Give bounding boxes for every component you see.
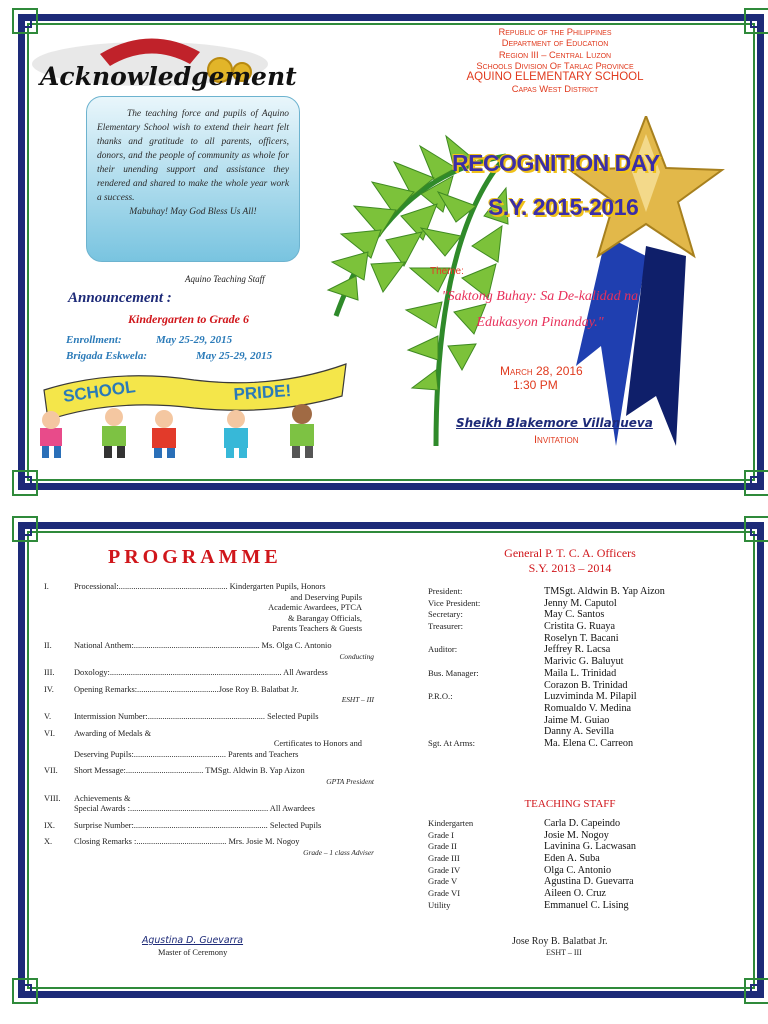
officer-row-role: Treasurer: <box>428 621 464 632</box>
kid-figure <box>102 408 126 458</box>
invitee-name: Sheikh Blakemore Villanueva <box>456 416 653 430</box>
officer-row-name: Jaime M. Guiao <box>544 714 610 726</box>
programme-item-continuation: Deserving Pupils:............................................ Parents and Teachers <box>74 749 299 759</box>
acknowledgement-signature: Aquino Teaching Staff <box>185 274 265 284</box>
staff-row-role: Utility <box>428 899 451 910</box>
programme-item-number: V. <box>44 711 52 721</box>
master-of-ceremony-name: Agustina D. Guevarra <box>142 935 244 946</box>
kid-figure <box>290 404 314 458</box>
corner-ornament <box>744 516 768 542</box>
school-name: AQUINO ELEMENTARY SCHOOL <box>466 70 644 83</box>
programme-item-text: Closing Remarks :........................................... Mrs. Josie M. Nogoy <box>74 837 300 847</box>
programme-title: PROGRAMME <box>108 546 282 568</box>
staff-row-name: Olga C. Antonio <box>544 864 612 876</box>
programme-item-text: Processional:.................................................... Kindergarten Pupils, Honors <box>74 582 326 591</box>
corner-ornament <box>744 978 768 1004</box>
staff-row-role: Grade VI <box>428 888 461 899</box>
officer-row-name: TMSgt. Aldwin B. Yap Aizon <box>544 586 665 597</box>
staff-row-role: Grade V <box>428 876 458 887</box>
banner-text-school: SCHOOL <box>61 377 137 406</box>
programme-item <box>44 766 374 787</box>
acknowledgement-box <box>86 96 300 262</box>
programme-item <box>44 668 374 679</box>
officer-row-name: Jeffrey R. Lacsa <box>544 644 611 656</box>
programme-item-number: II. <box>44 640 52 650</box>
programme-item-body <box>74 837 374 858</box>
principal-role: ESHT – III <box>546 948 582 957</box>
ptca-title <box>470 546 670 576</box>
event-time: 1:30 PM <box>513 378 558 392</box>
event-title: RECOGNITION DAY <box>452 150 660 176</box>
brigada-dates: May 25-29, 2015 <box>196 350 273 362</box>
event-school-year: S.Y. 2015-2016 <box>488 194 639 220</box>
programme-item <box>44 582 374 635</box>
officer-row-role: Secretary: <box>428 609 463 620</box>
announcement-title: Announcement : <box>68 290 172 306</box>
officer-row-role: Auditor: <box>428 644 458 655</box>
staff-row-name: Emmanuel C. Lising <box>544 899 629 911</box>
officer-row-name: Luzviminda M. Pilapil <box>544 691 637 703</box>
kid-figure <box>224 410 248 458</box>
staff-row-name: Josie M. Nogoy <box>544 829 609 841</box>
officer-row-name: Corazon B. Trinidad <box>544 679 628 691</box>
kid-figure <box>40 411 62 458</box>
programme-item-body <box>74 668 374 679</box>
corner-ornament <box>12 978 38 1004</box>
ptca-title-year: S.Y. 2013 – 2014 <box>528 561 612 575</box>
programme-item-body <box>74 729 374 761</box>
officer-row-role: P.R.O.: <box>428 691 453 702</box>
acknowledgement-paragraph: The teaching force and pupils of Aquino Elementary School wish to extend their heart felt thanks and gratitude to all parents, officers, donors, and the people of community as whole for their unending support and assistance they rendered and shared to make the whole year work a success. <box>97 109 289 203</box>
officer-row-role: Bus. Manager: <box>428 667 479 678</box>
teaching-staff-title: TEACHING STAFF <box>524 798 616 810</box>
kid-figure <box>152 410 176 458</box>
programme-item-body <box>74 766 374 787</box>
principal-name: Jose Roy B. Balatbat Jr. <box>512 936 608 947</box>
header-line: Schools Division Of Tarlac Province <box>476 60 634 72</box>
officer-row-name: Maila L. Trinidad <box>544 667 617 679</box>
announcement-grades: Kindergarten to Grade 6 <box>128 312 250 326</box>
programme-item-text: Short Message:..................................... TMSgt. Aldwin B. Yap Aizon <box>74 766 305 776</box>
event-date: March 28, 2016 <box>500 364 583 378</box>
officer-row-name: Marivic G. Baluyut <box>544 656 624 668</box>
programme-item <box>44 794 374 815</box>
staff-row-name: Eden A. Suba <box>544 853 600 865</box>
enrollment-line <box>66 334 233 346</box>
school-pride-kids-illustration <box>24 350 354 460</box>
staff-row-role: Grade I <box>428 829 455 840</box>
acknowledgement-closing: Mabuhay! May God Bless Us All! <box>129 207 257 217</box>
theme-label: Theme: <box>430 266 464 277</box>
corner-ornament <box>12 516 38 542</box>
programme-item-body <box>74 582 374 635</box>
banner-text-pride: PRIDE! <box>232 381 292 404</box>
acknowledgement-title: Acknowledgement <box>40 62 297 91</box>
programme-item-text: National Anthem:............................................................ Ms. Olga C. Antonio <box>74 640 332 650</box>
programme-item-continuation: and Deserving Pupils <box>290 592 362 602</box>
programme-item-continuation: Certificates to Honors and <box>273 739 362 749</box>
programme-item-number: IX. <box>44 820 55 830</box>
header-line: Region III – Central Luzon <box>498 48 612 60</box>
programme-item-continuation: & Barangay Officials, <box>287 613 362 623</box>
programme-item-subtitle: GPTA President <box>326 776 374 786</box>
programme-item-subtitle: Grade – 1 class Adviser <box>303 847 374 857</box>
programme-item-subtitle: ESHT – III <box>341 695 374 705</box>
enrollment-label: Enrollment: <box>66 334 122 346</box>
corner-ornament <box>12 470 38 496</box>
theme-text: "Saktong Buhay: Sa De-kalidad na Edukasyon Pinanday." <box>441 289 639 330</box>
district-name: Capas West District <box>511 83 599 95</box>
programme-list <box>44 582 374 864</box>
programme-item-body <box>74 794 374 815</box>
programme-item-body <box>74 641 374 662</box>
programme-item <box>44 729 374 761</box>
programme-item-number: III. <box>44 668 55 678</box>
programme-item <box>44 837 374 858</box>
programme-item-text: Opening Remarks:.......................................Jose Roy B. Balatbat Jr. <box>74 684 299 694</box>
officer-row-name: Jenny M. Caputol <box>544 597 617 609</box>
programme-item-text: Doxology:.................................................................................. All Awardess <box>74 668 328 678</box>
header-line: Department of Education <box>501 37 609 49</box>
programme-item <box>44 821 374 832</box>
corner-ornament <box>744 470 768 496</box>
programme-item-number: I. <box>44 582 49 591</box>
invitation-label: Invitation <box>534 434 579 446</box>
staff-row-role: Grade IV <box>428 864 461 875</box>
staff-row-role: Grade III <box>428 853 460 864</box>
programme-item-number: IV. <box>44 684 54 694</box>
programme-item-number: VI. <box>44 728 55 738</box>
staff-row-role: Grade II <box>428 841 457 852</box>
programme-item-body <box>74 685 374 706</box>
programme-item-text: Intermission Number:........................................................ Selected Pupils <box>74 711 319 721</box>
staff-row-role: Kindergarten <box>428 818 474 828</box>
programme-item-number: VII. <box>44 766 58 776</box>
programme-item-text: Surprise Number:................................................................ Selected Pupils <box>74 820 322 830</box>
officer-row-name: Romualdo V. Medina <box>544 702 632 714</box>
programme-item-text: Awarding of Medals & <box>74 728 152 738</box>
header-line: Republic of the Philippines <box>498 26 612 37</box>
officer-row-name: May C. Santos <box>544 609 605 621</box>
enrollment-dates: May 25-29, 2015 <box>156 334 233 346</box>
corner-ornament <box>744 8 768 34</box>
officer-row-name: Roselyn T. Bacani <box>544 632 619 644</box>
programme-item-number: VIII. <box>44 793 61 803</box>
programme-item-continuation: Parents Teachers & Guests <box>272 624 362 634</box>
programme-item-continuation: Academic Awardees, PTCA <box>268 603 362 613</box>
staff-row-name: Aileen O. Cruz <box>544 888 606 900</box>
brigada-label: Brigada Eskwela: <box>66 350 147 362</box>
programme-item <box>44 685 374 706</box>
programme-item <box>44 712 374 723</box>
master-of-ceremony-role: Master of Ceremony <box>158 948 228 957</box>
programme-item-subtitle: Conducting <box>339 651 374 661</box>
programme-item-number: X. <box>44 837 53 847</box>
programme-item-continuation: Special Awards :.................................................................. All Awardees <box>74 804 315 814</box>
staff-row-name: Agustina D. Guevarra <box>544 876 634 888</box>
officer-row-name: Danny A. Sevilla <box>544 726 614 738</box>
officer-row-role: Sgt. At Arms: <box>428 737 476 748</box>
programme-item <box>44 641 374 662</box>
officer-row-name: Ma. Elena C. Carreon <box>544 737 634 749</box>
school-header <box>420 26 690 94</box>
staff-row-name: Carla D. Capeindo <box>544 818 621 829</box>
programme-item-body <box>74 821 374 832</box>
programme-item-body <box>74 712 374 723</box>
programme-item-text: Achievements & <box>74 793 131 803</box>
officer-row-name: Cristita G. Ruaya <box>544 621 616 633</box>
officer-row-role: Vice President: <box>428 597 481 608</box>
staff-row-name: Lavinina G. Lacwasan <box>544 841 636 853</box>
officer-row-role: President: <box>428 586 463 596</box>
ptca-title-line: General P. T. C. A. Officers <box>504 546 636 560</box>
